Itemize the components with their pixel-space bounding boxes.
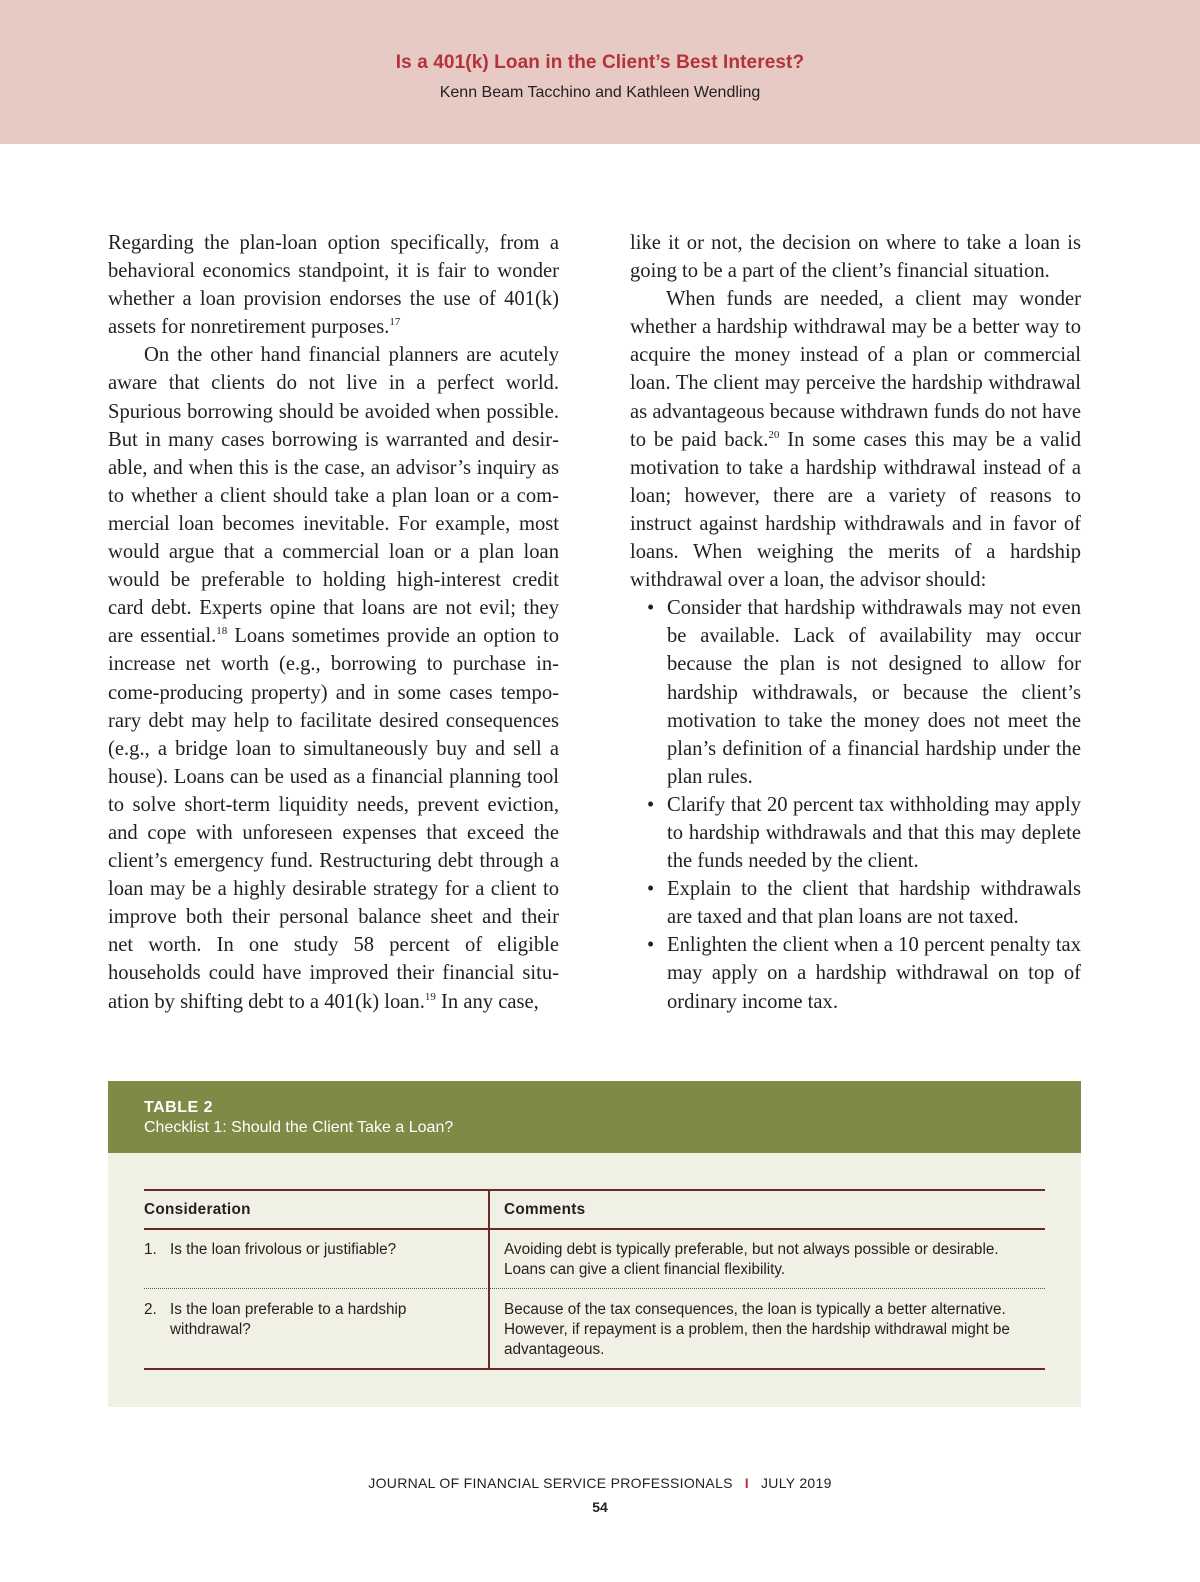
paragraph-text: When funds are needed, a client may wonder whether a hardship withdrawal may be a better way to acquire the money instead of a plan or commercial loan. The client may perceive the hardship withdrawal as advantageous because withdrawn funds do not have to be paid back. bbox=[630, 288, 1081, 451]
paragraph bbox=[630, 285, 1081, 594]
footnote-ref[interactable]: 19 bbox=[424, 990, 436, 1003]
list-item: • Consider that hardship withdrawals may not even be available. Lack of availability may occur because the plan is not designed to allow for hardship withdrawals, or because the client’s motivation to take the money does not meet the plan’s definition of a financial hardship under the plan rules. bbox=[630, 594, 1081, 791]
row-comment: Avoiding debt is typically preferable, but not always possible or desirable. Loans can give a client financial flexibility. bbox=[504, 1241, 999, 1278]
paragraph-text: Regarding the plan-loan option specifically, from a behavioral economics standpoint, it is fair to wonder whether a loan provision endorses the use of 401(k) assets for nonretirement purposes. bbox=[108, 232, 559, 339]
rule bbox=[144, 1368, 1045, 1370]
footnote-ref[interactable]: 18 bbox=[216, 625, 228, 638]
row-consideration: Is the loan frivolous or justifiable? bbox=[170, 1241, 397, 1258]
paragraph-text: In some cases this may be a valid motivation to take a hardship withdrawal instead of a loan; however, there are a variety of reasons to instruct against hardship withdrawals and in favor of loans. When weighing the merits of a hardship withdrawal over a loan, the advisor should: bbox=[630, 428, 1081, 592]
rule bbox=[144, 1189, 1045, 1191]
rule bbox=[144, 1228, 1045, 1230]
table-2 bbox=[108, 1081, 1081, 1407]
journal-name: JOURNAL OF FINANCIAL SERVICE PROFESSIONALS bbox=[368, 1475, 733, 1491]
issue-date: JULY 2019 bbox=[761, 1475, 832, 1491]
paragraph-text: On the other hand financial planners are acutely aware that clients do not live in a perfect world. Spurious borrowing should be avoided when possible. But in many cases borrowing is warranted and desirable, and when this is the case, an advisor’s inquiry as to whether a client should take a plan loan or a commercial loan becomes inevitable. For example, most would argue that a commercial loan or a plan loan would be preferable to holding high-interest credit card debt. Experts opine that loans are not evil; they are essential. bbox=[108, 344, 559, 648]
advisor-checklist bbox=[630, 594, 1081, 1015]
article-title: Is a 401(k) Loan in the Client’s Best Interest? bbox=[395, 52, 805, 73]
list-item: • Clarify that 20 percent tax withholding may apply to hardship withdrawals and that this may deplete the funds needed by the client. bbox=[630, 791, 1081, 875]
list-item: • Enlighten the client when a 10 percent penalty tax may apply on a hardship withdrawal on top of ordinary income tax. bbox=[630, 931, 1081, 1015]
column-header-comments: Comments bbox=[504, 1201, 586, 1218]
running-header bbox=[0, 0, 1200, 144]
paragraph bbox=[108, 341, 559, 1015]
column-header-consideration: Consideration bbox=[144, 1201, 251, 1218]
table-caption: Checklist 1: Should the Client Take a Loan? bbox=[144, 1119, 454, 1136]
row-divider bbox=[144, 1288, 1045, 1289]
paragraph-text: In any case, bbox=[435, 990, 539, 1013]
table-label: TABLE 2 bbox=[144, 1099, 213, 1116]
paragraph: like it or not, the decision on where to take a loan is going to be a part of the client’s financial situation. bbox=[630, 232, 1081, 283]
row-consideration: Is the loan preferable to a hardship withdrawal? bbox=[170, 1301, 407, 1338]
left-column bbox=[108, 229, 559, 1016]
article-authors: Kenn Beam Tacchino and Kathleen Wendling bbox=[439, 84, 761, 101]
footnote-ref[interactable]: 20 bbox=[768, 428, 780, 441]
row-number: 1. bbox=[144, 1241, 157, 1258]
page-number: 54 bbox=[592, 1499, 608, 1515]
journal-footer bbox=[0, 1475, 1200, 1491]
table-header-bar bbox=[108, 1081, 1081, 1153]
footer-separator: I bbox=[744, 1475, 749, 1491]
paragraph-text: Loans sometimes provide an option to increase net worth (e.g., borrowing to purchase income-producing property) and in some cases temporary debt may help to facilitate desired consequences (e.g., a bridge loan to simultaneously buy and sell a house). Loans can be used as a financial planning tool to solve short-term liquidity needs, prevent eviction, and cope with unforeseen expenses that exceed the client’s emergency fund. Restructuring debt through a loan may be a highly desirable strategy for a client to improve both their personal balance sheet and their net worth. In one study 58 percent of eligible households could have improved their financial situation by shifting debt to a 401(k) loan. bbox=[108, 625, 559, 1013]
column-divider bbox=[488, 1189, 490, 1370]
right-column bbox=[630, 229, 1081, 1016]
list-item: • Explain to the client that hardship withdrawals are taxed and that plan loans are not taxed. bbox=[630, 875, 1081, 931]
row-number: 2. bbox=[144, 1301, 157, 1318]
row-comment: Because of the tax consequences, the loan is typically a better alternative. However, if repayment is a problem, then the hardship withdrawal might be advantageous. bbox=[504, 1301, 1010, 1358]
footnote-ref[interactable]: 17 bbox=[389, 316, 401, 329]
paragraph bbox=[108, 229, 559, 341]
